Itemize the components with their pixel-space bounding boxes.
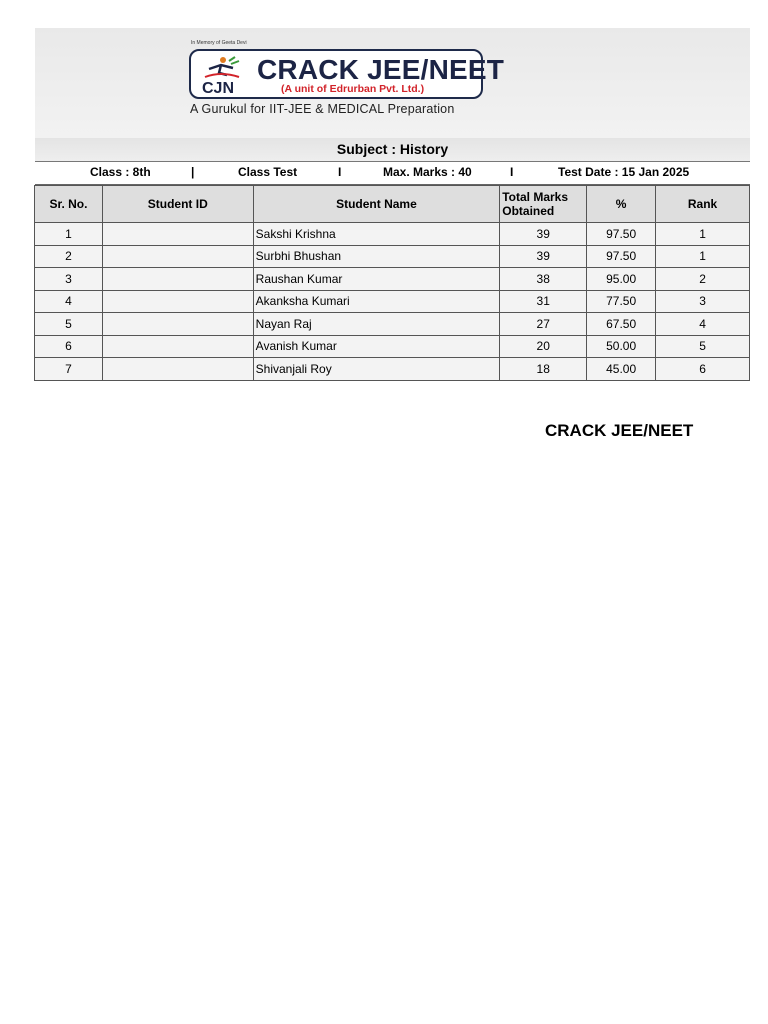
cell-rank: 6	[656, 358, 750, 381]
cell-percent: 67.50	[587, 313, 656, 336]
test-type: Class Test	[238, 165, 298, 179]
table-row	[35, 313, 750, 336]
table-row	[35, 268, 750, 291]
class-label: Class : 8th	[90, 165, 151, 179]
table-row	[35, 335, 750, 358]
table-header-row	[35, 186, 750, 223]
header-rank: Rank	[656, 186, 750, 223]
cell-marks: 38	[500, 268, 587, 291]
header-sr-no: Sr. No.	[35, 186, 103, 223]
table-row	[35, 223, 750, 246]
table-row	[35, 245, 750, 268]
cell-rank: 4	[656, 313, 750, 336]
test-date: Test Date : 15 Jan 2025	[558, 165, 690, 179]
cell-sr-no: 6	[35, 335, 103, 358]
cell-rank: 2	[656, 268, 750, 291]
cell-student-id	[102, 335, 253, 358]
subject-band	[35, 138, 750, 162]
separator: I	[338, 165, 342, 179]
cell-sr-no: 1	[35, 223, 103, 246]
cell-student-name: Surbhi Bhushan	[253, 245, 500, 268]
cell-marks: 18	[500, 358, 587, 381]
cell-sr-no: 5	[35, 313, 103, 336]
logo	[189, 49, 505, 99]
subject-title: Subject : History	[336, 141, 449, 157]
cell-student-id	[102, 313, 253, 336]
table-row	[35, 290, 750, 313]
cell-student-id	[102, 223, 253, 246]
cell-marks: 20	[500, 335, 587, 358]
footer-brand: CRACK JEE/NEET	[545, 421, 694, 440]
cell-marks: 39	[500, 223, 587, 246]
cell-student-name: Sakshi Krishna	[253, 223, 500, 246]
header-total-marks-line1: Total Marks	[502, 190, 569, 204]
cell-percent: 97.50	[587, 245, 656, 268]
test-info-row	[35, 162, 750, 185]
cell-percent: 97.50	[587, 223, 656, 246]
cell-rank: 5	[656, 335, 750, 358]
logo-subtitle: (A unit of Edrurban Pvt. Ltd.)	[281, 83, 425, 95]
cell-student-name: Avanish Kumar	[253, 335, 500, 358]
cell-student-name: Raushan Kumar	[253, 268, 500, 291]
logo-title: CRACK JEE/NEET	[257, 54, 505, 85]
cell-rank: 1	[656, 245, 750, 268]
logo-mark-icon	[199, 55, 243, 95]
cell-student-name: Akanksha Kumari	[253, 290, 500, 313]
table-row	[35, 358, 750, 381]
cell-student-id	[102, 245, 253, 268]
separator: |	[191, 165, 195, 179]
results-table	[34, 185, 750, 381]
header-percent: %	[587, 186, 656, 223]
cell-rank: 3	[656, 290, 750, 313]
cell-marks: 31	[500, 290, 587, 313]
cell-student-id	[102, 268, 253, 291]
memory-text: In Memory of Geeta Devi	[191, 40, 247, 46]
logo-mark-text: CJN	[202, 80, 235, 95]
cell-percent: 95.00	[587, 268, 656, 291]
header-total-marks	[500, 186, 587, 223]
cell-sr-no: 2	[35, 245, 103, 268]
cell-student-name: Nayan Raj	[253, 313, 500, 336]
tagline: A Gurukul for IIT-JEE & MEDICAL Preparation	[190, 102, 455, 116]
header-total-marks-line2: Obtained	[502, 204, 555, 218]
cell-sr-no: 3	[35, 268, 103, 291]
cell-sr-no: 7	[35, 358, 103, 381]
cell-student-id	[102, 290, 253, 313]
cell-sr-no: 4	[35, 290, 103, 313]
header-student-id: Student ID	[102, 186, 253, 223]
cell-percent: 50.00	[587, 335, 656, 358]
cell-rank: 1	[656, 223, 750, 246]
header-student-name: Student Name	[253, 186, 500, 223]
cell-student-id	[102, 358, 253, 381]
separator: I	[510, 165, 514, 179]
cell-marks: 39	[500, 245, 587, 268]
cell-percent: 45.00	[587, 358, 656, 381]
cell-student-name: Shivanjali Roy	[253, 358, 500, 381]
max-marks: Max. Marks : 40	[383, 165, 472, 179]
cell-percent: 77.50	[587, 290, 656, 313]
cell-marks: 27	[500, 313, 587, 336]
